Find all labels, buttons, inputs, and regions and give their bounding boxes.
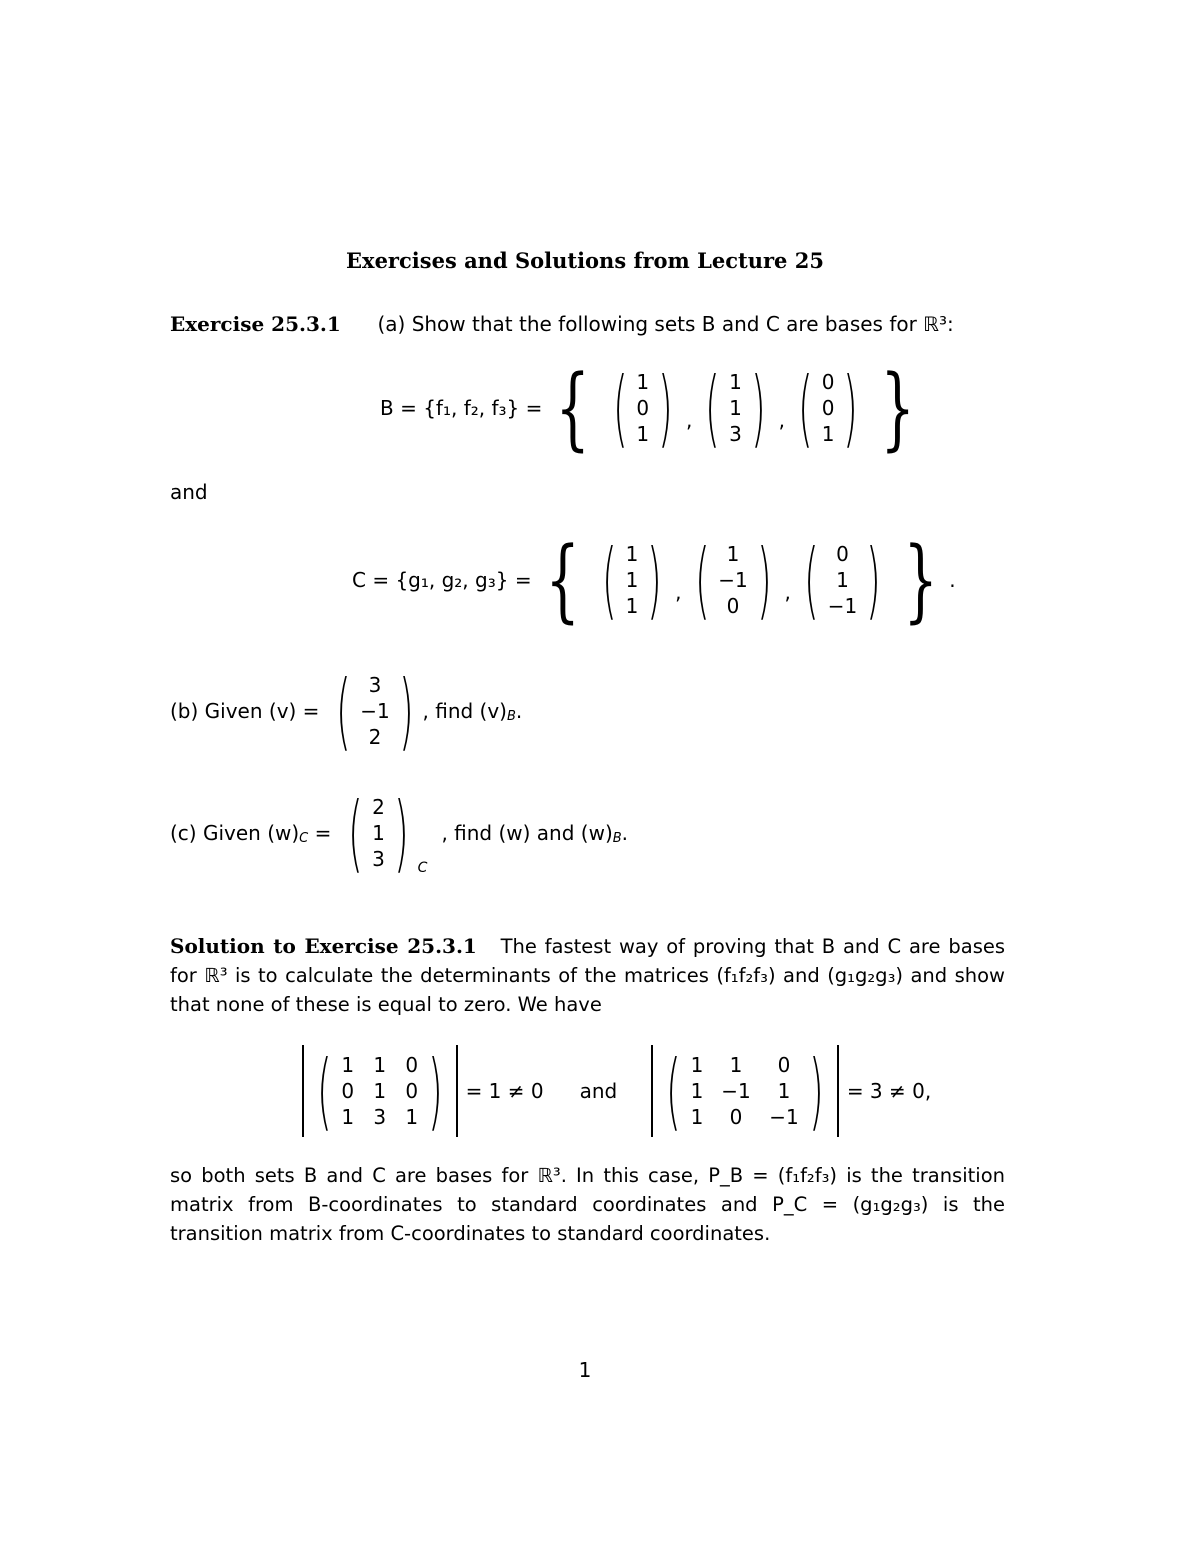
page-number: 1 xyxy=(578,1358,592,1382)
vector-entry: 1 xyxy=(636,422,650,446)
left-paren: ( xyxy=(797,359,813,457)
det1-result: = 1 ≠ 0 xyxy=(465,1079,544,1103)
part-b-suffix: , find (v) xyxy=(422,699,507,723)
vector-entries xyxy=(729,369,742,447)
matrix-entry: −1 xyxy=(721,1079,751,1103)
matrix-entry: 1 xyxy=(341,1105,355,1129)
column-vector xyxy=(686,531,781,629)
v-vector xyxy=(327,662,422,760)
vector-entry: 1 xyxy=(729,370,742,394)
vector-entry: 3 xyxy=(368,673,382,697)
set-b-vectors xyxy=(604,359,868,457)
vector-entry: −1 xyxy=(718,568,748,592)
matrix-entry: 1 xyxy=(777,1079,791,1103)
matrix-entry: 1 xyxy=(373,1079,387,1103)
exercise-header xyxy=(170,310,954,338)
w-vector-subscript: C xyxy=(417,860,428,876)
and-connector: and xyxy=(170,480,208,504)
solution-label: Solution to Exercise 25.3.1 xyxy=(170,934,477,958)
w-vector xyxy=(339,784,417,882)
vector-entries xyxy=(372,794,385,872)
exercise-label: Exercise 25.3.1 xyxy=(170,312,341,336)
matrix-entry: 0 xyxy=(341,1079,355,1103)
matrix-entry: 1 xyxy=(341,1053,355,1077)
matrix-entry: −1 xyxy=(769,1105,799,1129)
vector-entry: 1 xyxy=(729,396,742,420)
set-c-equation: C = {g₁, g₂, g₃} = { ( 1 1 1 ) , ( 1 −1 0 ) , ( 0 1 −1 ) } . xyxy=(352,527,956,633)
vector-entry: 3 xyxy=(372,847,385,871)
matrix-entry: 1 xyxy=(373,1053,387,1077)
vector-entry: −1 xyxy=(360,699,390,723)
left-paren: ( xyxy=(705,359,721,457)
comma-separator: , xyxy=(675,580,682,604)
right-paren: ) xyxy=(866,531,881,629)
part-b-prefix: (b) Given (v) = xyxy=(170,699,320,723)
vector-entry: 0 xyxy=(726,594,740,618)
matrix-entry: 0 xyxy=(405,1053,419,1077)
column-vector xyxy=(604,359,682,457)
vector-entries xyxy=(636,369,649,447)
left-paren: ( xyxy=(336,662,352,760)
vector-entry: 1 xyxy=(625,594,639,618)
right-paren: ) xyxy=(750,359,766,457)
vector-entry: 0 xyxy=(836,542,849,566)
vector-entry: 1 xyxy=(372,821,385,845)
right-paren: ) xyxy=(756,531,772,629)
matrix-entry: 1 xyxy=(690,1079,704,1103)
left-paren: ( xyxy=(612,359,628,457)
left-paren: ( xyxy=(601,531,617,629)
right-paren: ) xyxy=(843,359,859,457)
comma-separator: , xyxy=(778,408,785,432)
vector-entry: 0 xyxy=(821,396,835,420)
solution-conclusion: so both sets B and C are bases for ℝ³. In this case, P_B = (f₁f₂f₃) is the transition matrix from B-coordinates to standard coordinates and P_C = (g₁g₂g₃) is the transition matrix from C-coordinates to standard coordinates. xyxy=(170,1164,1005,1245)
vector-entry: 0 xyxy=(636,396,650,420)
part-c: (c) Given (w) C = ( 2 1 3 ) C , find (w) and (w) B . xyxy=(170,784,629,882)
part-b: (b) Given (v) = ( 3 −1 2 ) , find (v) B . xyxy=(170,662,523,760)
matrix-entry: 1 xyxy=(690,1105,704,1129)
vector-entries xyxy=(360,672,389,750)
column-vector xyxy=(593,531,671,629)
det-and: and xyxy=(579,1079,618,1103)
page-title: Exercises and Solutions from Lecture 25 xyxy=(346,248,824,273)
matrix-entry: 0 xyxy=(777,1053,791,1077)
vector-entry: 2 xyxy=(372,795,385,819)
det2-matrix xyxy=(690,1052,800,1130)
right-paren: ) xyxy=(398,662,414,760)
det1-matrix xyxy=(341,1052,419,1130)
vector-entry: 2 xyxy=(368,725,382,749)
part-c-equals: = xyxy=(308,821,332,845)
column-vector xyxy=(696,359,774,457)
solution-intro-paragraph xyxy=(170,932,1005,1019)
vector-entry: 1 xyxy=(625,568,639,592)
right-paren: ) xyxy=(658,359,673,457)
matrix-entry: 1 xyxy=(729,1053,743,1077)
right-paren: ) xyxy=(393,784,409,882)
comma-separator: , xyxy=(784,580,791,604)
solution-intro: The fastest way of proving that B and C are bases for ℝ³ is to calculate the determinants of the matrices (f₁f₂f₃) and (g₁g₂g₃) and show that none of these is equal to zero. We have xyxy=(170,935,1006,1016)
determinant-row xyxy=(302,1043,931,1139)
matrix-entry: 0 xyxy=(405,1079,419,1103)
column-vector xyxy=(795,531,890,629)
part-c-subscript: C xyxy=(299,830,309,846)
vector-entry: 0 xyxy=(821,370,835,394)
determinant-2: ( 1 1 0 1 −1 1 1 0 −1 ) xyxy=(651,1045,839,1137)
matrix-entry: 1 xyxy=(690,1053,704,1077)
vector-entry: 1 xyxy=(836,568,849,592)
vector-entries xyxy=(626,541,639,619)
part-c-suffix-subscript: B xyxy=(612,830,622,846)
vector-entries xyxy=(828,541,857,619)
matrix-entry: 0 xyxy=(729,1105,743,1129)
det2-result: = 3 ≠ 0, xyxy=(846,1079,932,1103)
column-vector xyxy=(789,359,867,457)
part-b-subscript: B xyxy=(506,708,516,724)
vector-entry: 1 xyxy=(821,422,835,446)
vector-entry: 1 xyxy=(636,370,650,394)
set-c-vectors xyxy=(593,531,890,629)
part-c-suffix: , find (w) and (w) xyxy=(441,821,613,845)
set-b-equation: B = {f₁, f₂, f₃} = { ( 1 0 1 ) , ( 1 1 3 ) , ( 0 0 1 ) } xyxy=(380,355,916,461)
comma-separator: , xyxy=(685,408,693,432)
vector-entry: −1 xyxy=(827,594,858,618)
matrix-entry: 1 xyxy=(405,1105,419,1129)
set-c-lhs: C = {g₁, g₂, g₃} = xyxy=(352,568,532,592)
left-paren: ( xyxy=(803,531,819,629)
vector-entries xyxy=(822,369,835,447)
vector-entry: 1 xyxy=(625,542,639,566)
vector-entries xyxy=(718,541,747,619)
matrix-entry: 3 xyxy=(373,1105,387,1129)
left-paren: ( xyxy=(348,784,364,882)
vector-entry: 3 xyxy=(729,422,742,446)
determinant-1: ( 1 1 0 0 1 0 1 3 1 ) xyxy=(302,1045,458,1137)
vector-entry: 1 xyxy=(726,542,740,566)
right-paren: ) xyxy=(647,531,663,629)
part-c-prefix: (c) Given (w) xyxy=(170,821,300,845)
exercise-part-a: (a) Show that the following sets B and C are bases for ℝ³: xyxy=(377,312,954,336)
left-paren: ( xyxy=(694,531,710,629)
set-b-lhs: B = {f₁, f₂, f₃} = xyxy=(380,396,543,420)
